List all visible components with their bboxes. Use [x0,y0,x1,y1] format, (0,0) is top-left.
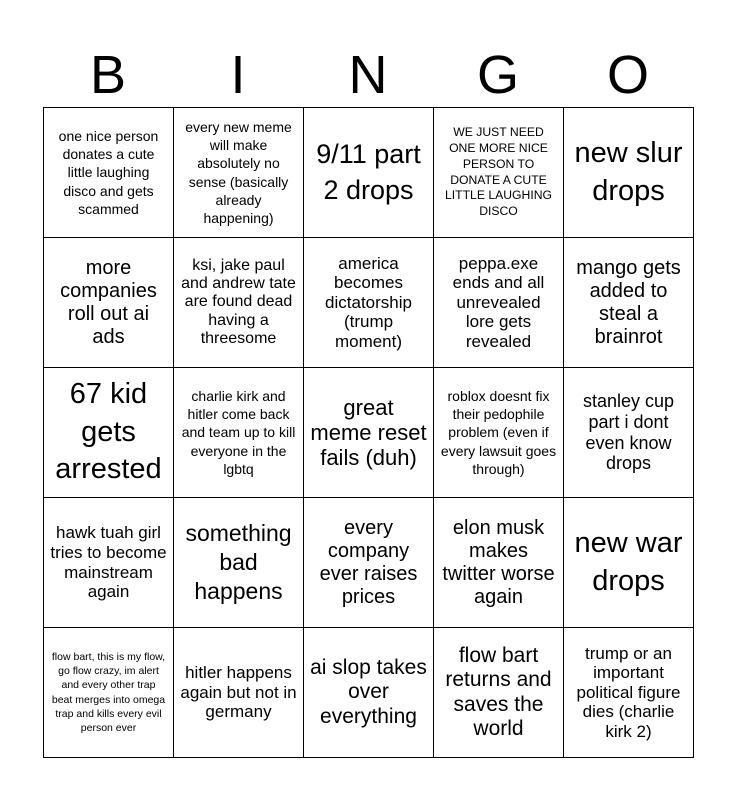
bingo-cell: mango gets added to steal a brainrot [564,238,694,368]
bingo-cell: flow bart returns and saves the world [434,628,564,758]
bingo-cell: ai slop takes over everything [304,628,434,758]
bingo-cell: hitler happens again but not in germany [174,628,304,758]
bingo-row [44,628,694,758]
bingo-cell: charlie kirk and hitler come back and team up to kill everyone in the lgbtq [174,368,304,498]
bingo-cell: new slur drops [564,108,694,238]
bingo-cell: something bad happens [174,498,304,628]
bingo-cell: great meme reset fails (duh) [304,368,434,498]
bingo-cell: flow bart, this is my flow, go flow crazy, im alert and every other trap beat merges into omega trap and kills every evil person ever [44,628,174,758]
header-letter-i: I [230,45,246,105]
bingo-cell: 9/11 part 2 drops [304,108,434,238]
bingo-cell: 67 kid gets arrested [44,368,174,498]
bingo-cell: stanley cup part i dont even know drops [564,368,694,498]
bingo-cell: roblox doesnt fix their pedophile problem (even if every lawsuit goes through) [434,368,564,498]
header-letter-n: N [348,45,388,105]
bingo-row [44,238,694,368]
bingo-grid [43,107,694,758]
bingo-cell: hawk tuah girl tries to become mainstream again [44,498,174,628]
bingo-cell: new war drops [564,498,694,628]
header-letter-g: G [476,45,519,105]
bingo-row [44,498,694,628]
bingo-cell: more companies roll out ai ads [44,238,174,368]
bingo-header [43,42,693,108]
bingo-cell: one nice person donates a cute little laughing disco and gets scammed [44,108,174,238]
bingo-row [44,108,694,238]
bingo-cell: WE JUST NEED ONE MORE NICE PERSON TO DONATE A CUTE LITTLE LAUGHING DISCO [434,108,564,238]
bingo-cell: trump or an important political figure dies (charlie kirk 2) [564,628,694,758]
bingo-cell: ksi, jake paul and andrew tate are found dead having a threesome [174,238,304,368]
bingo-cell: every new meme will make absolutely no sense (basically already happening) [174,108,304,238]
header-letter-o: O [606,45,649,105]
bingo-cell: america becomes dictatorship (trump moment) [304,238,434,368]
bingo-cell: peppa.exe ends and all unrevealed lore gets revealed [434,238,564,368]
header-letter-b: B [89,45,127,105]
bingo-cell: every company ever raises prices [304,498,434,628]
bingo-row [44,368,694,498]
bingo-cell: elon musk makes twitter worse again [434,498,564,628]
